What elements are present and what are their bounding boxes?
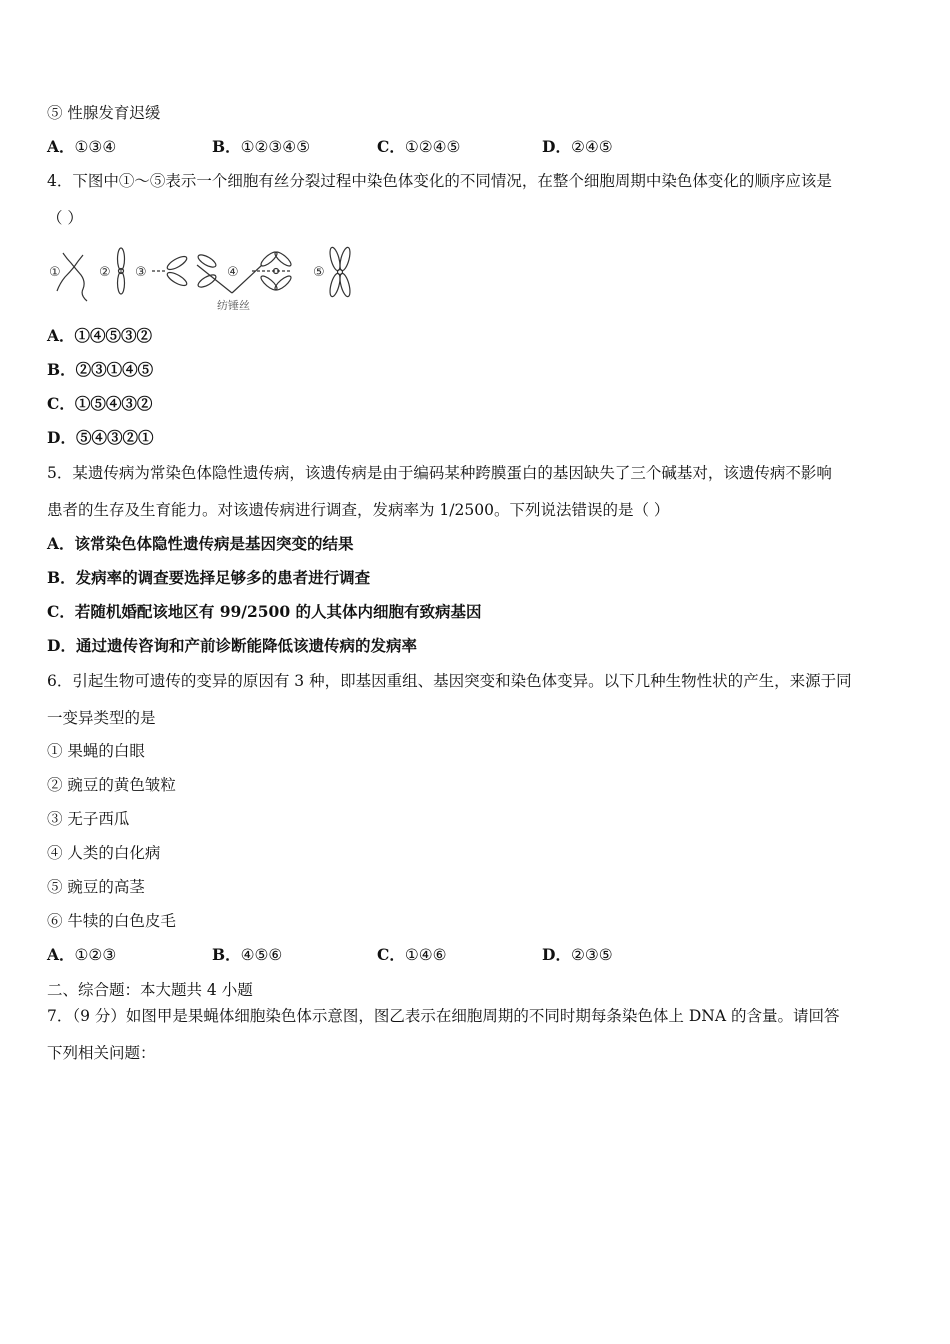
q6-option-a: A．①②③ — [47, 945, 117, 964]
q3-option-a: A．①③④ — [47, 137, 117, 156]
chromatid — [118, 248, 125, 270]
q6-option-d: D．②③⑤ — [542, 945, 613, 964]
section-2-heading: 二、综合题：本大题共 4 小题 — [47, 981, 253, 999]
q4-option-b: B．②③①④⑤ — [47, 360, 154, 379]
figure-label-5: ⑤ — [313, 265, 325, 280]
q4-stem-line1: 4．下图中①～⑤表示一个细胞有丝分裂过程中染色体变化的不同情况，在整个细胞周期中染色体变化的顺序应该是 — [47, 172, 832, 190]
chromatid — [165, 254, 188, 272]
q3-option-b: B．①②③④⑤ — [212, 137, 311, 156]
q5-option-a: A．该常染色体隐性遗传病是基因突变的结果 — [47, 534, 354, 553]
q6-item-6: ⑥ 牛犊的白色皮毛 — [47, 912, 176, 930]
centromere — [338, 270, 343, 275]
q6-item-2: ② 豌豆的黄色皱粒 — [47, 776, 176, 794]
chromatid — [273, 250, 293, 268]
chromosome-figure — [47, 245, 357, 317]
q6-stem-line1: 6．引起生物可遗传的变异的原因有 3 种，即基因重组、基因突变和染色体变异。以下几种生物性状的产生，来源于同 — [47, 672, 852, 690]
q7-stem-line1: 7．（9 分）如图甲是果蝇体细胞染色体示意图，图乙表示在细胞周期的不同时期每条染色体上 DNA 的含量。请回答 — [47, 1007, 840, 1025]
q7-stem-line2: 下列相关问题： — [47, 1044, 156, 1062]
q6-option-c: C．①④⑥ — [377, 945, 447, 964]
spindle-caption: 纺锤丝 — [217, 299, 250, 312]
chromatid — [165, 270, 188, 288]
q4-stem-line2: （ ） — [47, 209, 83, 227]
q6-option-b: B．④⑤⑥ — [212, 945, 283, 964]
q5-option-d: D．通过遗传咨询和产前诊断能降低该遗传病的发病率 — [47, 636, 417, 655]
q5-stem-line2: 患者的生存及生育能力。对该遗传病进行调查，发病率为 1/2500。下列说法错误的是（ ） — [47, 501, 670, 519]
q6-item-5: ⑤ 豌豆的高茎 — [47, 878, 145, 896]
q5-stem-line1: 5．某遗传病为常染色体隐性遗传病，该遗传病是由于编码某种跨膜蛋白的基因缺失了三个碱基对，该遗传病不影响 — [47, 464, 832, 482]
q6-item-4: ④ 人类的白化病 — [47, 844, 161, 862]
q3-option-d: D．②④⑤ — [542, 137, 613, 156]
chromatid — [273, 274, 293, 292]
q4-option-a: A．①④⑤③② — [47, 326, 153, 345]
centromere — [119, 269, 124, 274]
q5-option-c: C．若随机婚配该地区有 99/2500 的人其体内细胞有致病基因 — [47, 602, 482, 621]
figure-label-4: ④ — [227, 265, 239, 280]
q6-stem-line2: 一变异类型的是 — [47, 709, 156, 727]
chromatid — [338, 246, 352, 271]
figure-label-1: ① — [49, 265, 61, 280]
q4-option-d: D．⑤④③②① — [47, 428, 154, 447]
figure-label-2: ② — [99, 265, 111, 280]
figure-label-3: ③ — [135, 265, 147, 280]
q6-item-3: ③ 无子西瓜 — [47, 810, 130, 828]
q6-item-1: ① 果蝇的白眼 — [47, 742, 145, 760]
q5-option-b: B．发病率的调查要选择足够多的患者进行调查 — [47, 568, 371, 587]
q3-item-5: ⑤ 性腺发育迟缓 — [47, 104, 161, 122]
q3-option-c: C．①②④⑤ — [377, 137, 461, 156]
chromatid — [196, 273, 217, 290]
chromatid — [338, 272, 352, 297]
q4-option-c: C．①⑤④③② — [47, 394, 153, 413]
chromatid — [118, 272, 125, 294]
chromosome-diagram — [47, 245, 357, 317]
chromatin-strand — [63, 253, 87, 301]
